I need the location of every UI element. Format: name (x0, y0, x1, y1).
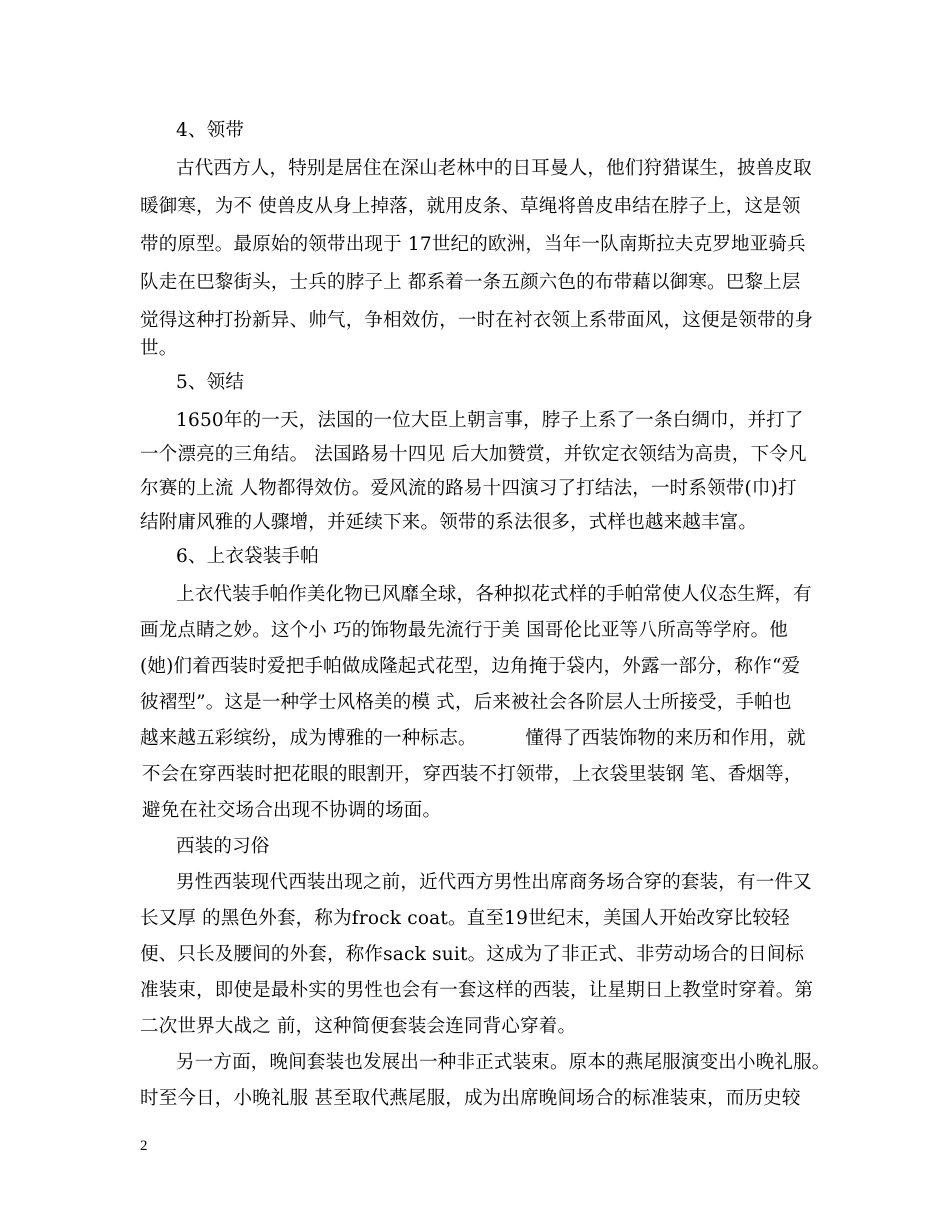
page-number: 2 (140, 1138, 148, 1154)
paragraph-line: 避免在社交场合出现不协调的场面。 (142, 800, 442, 821)
heading-pocket-square: 6、上衣袋装手帕 (176, 546, 319, 567)
paragraph-line: 越来越五彩缤纷，成为博雅的一种标志。 懂得了西装饰物的来历和作用，就 (140, 728, 806, 749)
paragraph-line: 尔赛的上流 人物都得效仿。爱风流的路易十四演习了打结法，一时系领带(巾)打 (140, 478, 797, 499)
paragraph-line: 结附庸风雅的人骤增，并延续下来。领带的系法很多，式样也越来越丰富。 (140, 512, 758, 533)
paragraph-line: 便、只长及腰间的外套，称作sack suit。这成为了非正式、非劳动场合的日间标 (140, 944, 805, 965)
paragraph-line: 上衣代装手帕作美化物已风靡全球，各种拟花式样的手帕常使人仪态生辉，有 (176, 584, 812, 605)
paragraph-line: 队走在巴黎街头，士兵的脖子上 都系着一条五颜六色的布带藉以御寒。巴黎上层 (140, 272, 801, 293)
paragraph-line: 不会在穿西装时把花眼的眼割开，穿西装不打领带，上衣袋里装钢 笔、香烟等， (142, 764, 803, 785)
paragraph-line: 一个漂亮的三角结。 法国路易十四见 后大加赞赏，并钦定衣领结为高贵，下令凡 (140, 444, 807, 465)
paragraph-line: 暖御寒，为不 使兽皮从身上掉落，就用皮条、草绳将兽皮串结在脖子上，这是领 (140, 196, 801, 217)
heading-suit-customs: 西装的习俗 (176, 836, 270, 857)
paragraph-line: 另一方面，晚间套装也发展出一种非正式装束。原本的燕尾服演变出小晚礼服。 (176, 1052, 831, 1073)
paragraph-line: 彼褶型”。这是一种学士风格美的模 式，后来被社会各阶层人士所接受，手帕也 (140, 692, 792, 713)
paragraph-line: 古代西方人，特别是居住在深山老林中的日耳曼人，他们狩猎谋生，披兽皮取 (176, 158, 812, 179)
paragraph-line: 1650年的一天，法国的一位大臣上朝言事，脖子上系了一条白绸巾，并打了 (176, 410, 804, 431)
paragraph-line: 觉得这种打扮新异、帅气，争相效仿，一时在衬衣领上系带面风，这便是领带的身 (140, 310, 814, 331)
paragraph-line: 准装束，即使是最朴实的男性也会有一套这样的西装，让星期日上教堂时穿着。第 (140, 980, 814, 1001)
heading-necktie: 4、领带 (176, 120, 245, 141)
paragraph-line: 男性西装现代西装出现之前，近代西方男性出席商务场合穿的套装，有一件又 (176, 872, 812, 893)
paragraph-line: (她)们着西装时爱把手帕做成隆起式花型，边角掩于袋内，外露一部分，称作“爱 (140, 656, 801, 677)
paragraph-line: 长又厚 的黑色外套，称为frock coat。直至19世纪末，美国人开始改穿比较轻 (140, 908, 790, 929)
heading-bow-tie: 5、领结 (176, 372, 245, 393)
paragraph-line: 二次世界大战之 前，这种简便套装会连同背心穿着。 (140, 1016, 577, 1037)
paragraph-line: 世。 (140, 338, 178, 359)
paragraph-line: 带的原型。最原始的领带出现于 17世纪的欧洲，当年一队南斯拉夫克罗地亚骑兵 (140, 234, 806, 255)
paragraph-line: 时至今日，小晚礼服 甚至取代燕尾服，成为出席晚间场合的标准装束，而历史较 (140, 1088, 801, 1109)
paragraph-line: 画龙点睛之妙。这个小 巧的饰物最先流行于美 国哥伦比亚等八所高等学府。他 (140, 620, 788, 641)
